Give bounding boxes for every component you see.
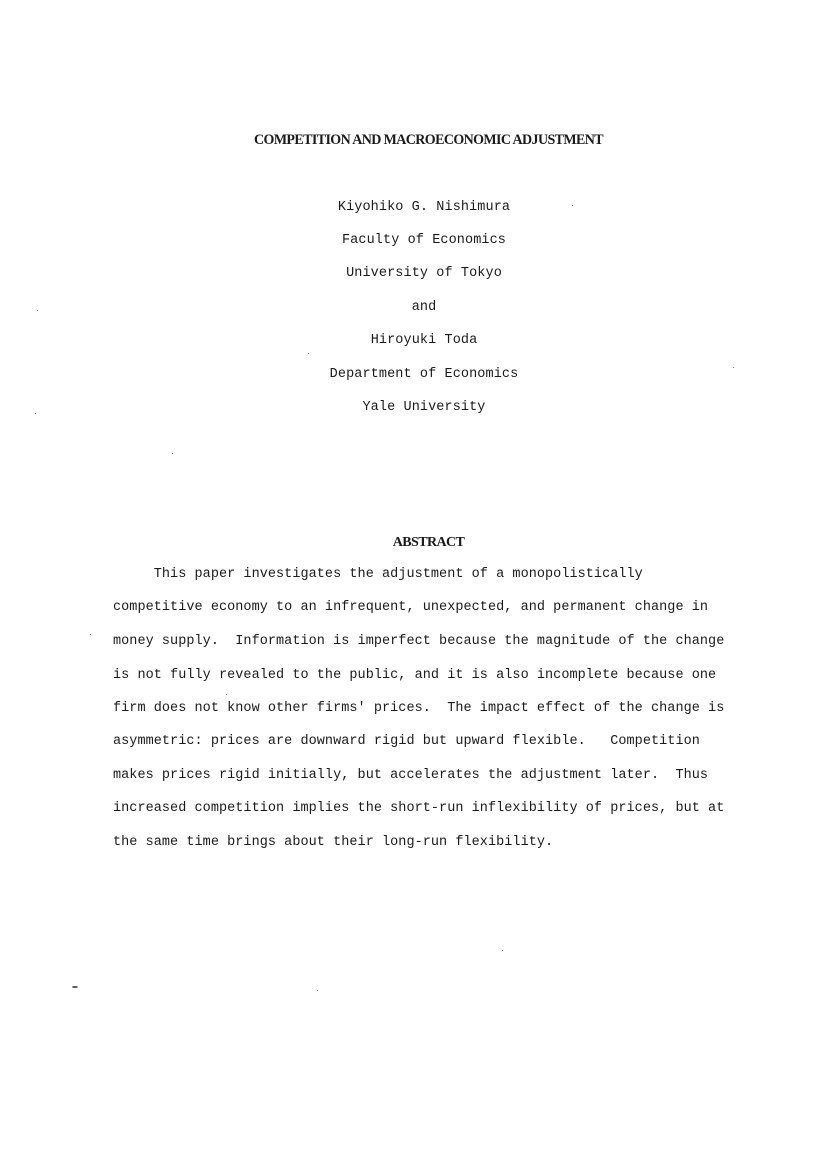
scan-speck bbox=[37, 310, 38, 311]
scan-speck bbox=[172, 453, 173, 454]
author-institution-1: University of Tokyo bbox=[346, 266, 502, 281]
abstract-line: firm does not know other firms' prices. The impact effect of the change is bbox=[113, 701, 725, 716]
abstract-line: This paper investigates the adjustment of a monopolistically bbox=[113, 567, 643, 582]
scan-speck bbox=[502, 950, 503, 951]
paper-title: COMPETITION AND MACROECONOMIC ADJUSTMENT bbox=[254, 132, 603, 149]
author-conjunction: and bbox=[411, 300, 437, 315]
scan-speck bbox=[226, 694, 227, 695]
scan-speck bbox=[733, 367, 734, 368]
scan-speck bbox=[35, 413, 36, 414]
scan-speck bbox=[308, 353, 309, 354]
scan-speck bbox=[90, 634, 91, 635]
author-name-1: Kiyohiko G. Nishimura bbox=[337, 200, 511, 215]
abstract-line: asymmetric: prices are downward rigid but upward flexible. Competition bbox=[113, 734, 700, 749]
abstract-heading: ABSTRACT bbox=[392, 535, 465, 550]
author-name-2: Hiroyuki Toda bbox=[370, 333, 478, 348]
abstract-line: is not fully revealed to the public, and it is also incomplete because one bbox=[113, 668, 717, 683]
scan-speck bbox=[572, 205, 573, 206]
abstract-line: money supply. Information is imperfect because the magnitude of the change bbox=[113, 634, 725, 649]
scan-speck bbox=[317, 990, 318, 991]
abstract-line: increased competition implies the short-run inflexibility of prices, but at bbox=[113, 801, 725, 816]
author-affiliation-1: Faculty of Economics bbox=[341, 233, 507, 248]
scan-speck bbox=[72, 986, 78, 988]
author-affiliation-2: Department of Economics bbox=[329, 367, 519, 382]
author-institution-2: Yale University bbox=[362, 400, 486, 415]
abstract-line: the same time brings about their long-run flexibility. bbox=[113, 835, 554, 850]
abstract-line: makes prices rigid initially, but accelerates the adjustment later. Thus bbox=[113, 768, 709, 783]
abstract-line: competitive economy to an infrequent, unexpected, and permanent change in bbox=[113, 600, 709, 615]
